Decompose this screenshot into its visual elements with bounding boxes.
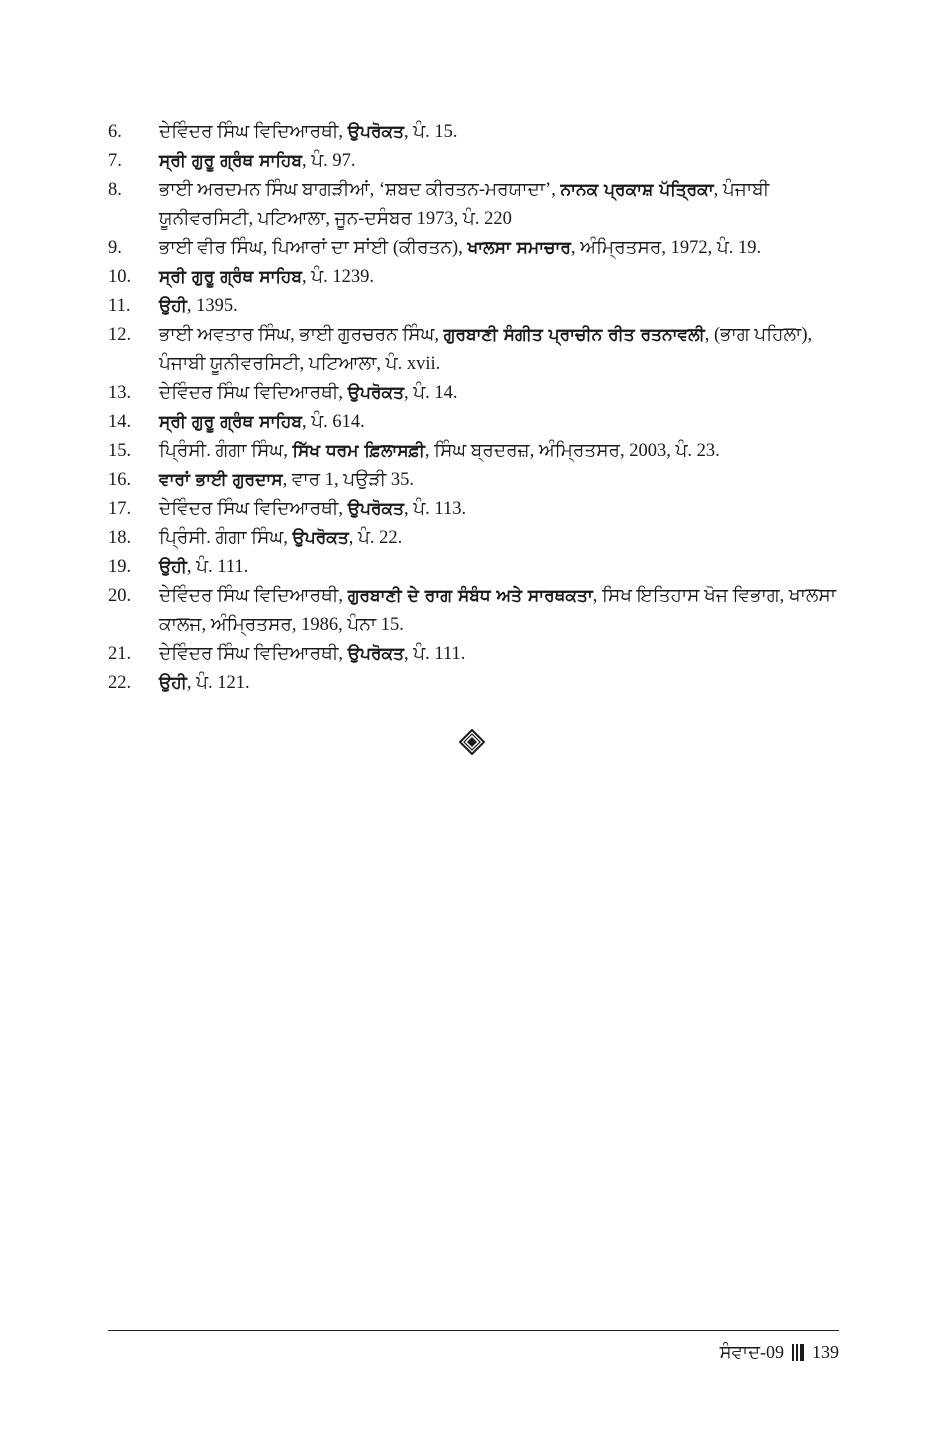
endnote-number: 17. xyxy=(108,499,132,519)
endnote-title: ਗੁਰਬਾਣੀ ਸੰਗੀਤ ਪ੍ਰਾਚੀਨ ਰੀਤ ਰਤਨਾਵਲੀ xyxy=(443,325,705,345)
endnote-item xyxy=(108,379,840,408)
endnote-text-segment: ਪ੍ਰਿੰਸੀ. ਗੰਗਾ ਸਿੰਘ, xyxy=(159,528,293,548)
endnote-item xyxy=(108,292,840,321)
endnote-item xyxy=(108,408,840,437)
endnote-title: ਉਹੀ xyxy=(159,673,187,693)
endnote-text xyxy=(159,321,840,379)
endnote-title: ਉਹੀ xyxy=(159,296,187,316)
endnote-number: 8. xyxy=(108,180,122,200)
endnote-title: ਉਪਰੋਕਤ xyxy=(347,383,404,403)
endnote-text xyxy=(159,640,840,669)
endnote-text-segment: , ਪੰ. 113. xyxy=(403,499,467,519)
endnote-number: 10. xyxy=(108,267,132,287)
endnote-text-segment: ਦੇਵਿੰਦਰ ਸਿੰਘ ਵਿਦਿਆਰਥੀ, xyxy=(159,499,348,519)
endnote-item xyxy=(108,466,840,495)
endnote-number: 15. xyxy=(108,441,132,461)
endnote-text xyxy=(159,147,840,176)
endnote-number: 22. xyxy=(108,673,132,693)
endnote-text-segment: ਦੇਵਿੰਦਰ ਸਿੰਘ ਵਿਦਿਆਰਥੀ, xyxy=(159,383,348,403)
endnote-text-segment: , ਪੰ. 14. xyxy=(403,383,458,403)
endnote-text xyxy=(159,669,840,698)
endnote-text-segment: ਦੇਵਿੰਦਰ ਸਿੰਘ ਵਿਦਿਆਰਥੀ, xyxy=(159,122,348,142)
endnote-text xyxy=(159,524,840,553)
endnote-text-segment: , ਵਾਰ 1, ਪਉੜੀ 35. xyxy=(282,470,414,490)
endnote-number: 12. xyxy=(108,325,132,345)
endnote-number: 6. xyxy=(108,122,122,142)
endnote-text-segment: , ਪੰਜਾਬੀ ਯੂਨੀਵਰਸਿਟੀ, ਪਟਿਆਲਾ, ਜੂਨ-ਦਸੰਬਰ 1973, ਪੰ. 220 xyxy=(159,180,770,229)
endnote-item xyxy=(108,669,840,698)
endnote-text xyxy=(159,466,840,495)
endnote-text-segment: , ਅੰਮ੍ਰਿਤਸਰ, 1972, ਪੰ. 19. xyxy=(570,238,762,258)
endnote-title: ਸਿੱਖ ਧਰਮ ਫ਼ਿਲਾਸਫ਼ੀ xyxy=(292,441,425,461)
endnote-text-segment: , ਪੰ. 121. xyxy=(186,673,250,693)
endnote-number: 11. xyxy=(108,296,131,316)
endnote-item xyxy=(108,263,840,292)
endnote-text-segment: , ਪੰ. 111. xyxy=(403,644,466,664)
endnote-number: 21. xyxy=(108,644,132,664)
footer-rule xyxy=(108,1330,839,1331)
endnote-text xyxy=(159,553,840,582)
endnote-title: ਖਾਲਸਾ ਸਮਾਚਾਰ xyxy=(467,238,571,258)
endnotes-list xyxy=(108,118,840,698)
endnote-text-segment: , 1395. xyxy=(186,296,238,316)
endnote-number: 14. xyxy=(108,412,132,432)
endnote-text-segment: , ਪੰ. 15. xyxy=(403,122,458,142)
endnote-item xyxy=(108,234,840,263)
endnote-item xyxy=(108,118,840,147)
endnote-text-segment: ਦੇਵਿੰਦਰ ਸਿੰਘ ਵਿਦਿਆਰਥੀ, xyxy=(159,644,348,664)
endnote-text-segment: ਭਾਈ ਵੀਰ ਸਿੰਘ, ਪਿਆਰਾਂ ਦਾ ਸਾਂਈ (ਕੀਰਤਨ), xyxy=(159,238,468,258)
endnote-text xyxy=(159,408,840,437)
page-number: 139 xyxy=(812,1342,839,1362)
endnote-text xyxy=(159,176,840,234)
endnote-item xyxy=(108,437,840,466)
endnote-number: 16. xyxy=(108,470,132,490)
journal-name: ਸੰਵਾਦ-09 xyxy=(719,1342,784,1362)
endnote-number: 18. xyxy=(108,528,132,548)
endnote-text xyxy=(159,292,840,321)
page-footer xyxy=(720,1339,839,1365)
endnote-text-segment: , ਪੰ. 22. xyxy=(348,528,403,548)
endnote-item xyxy=(108,524,840,553)
endnote-title: ਗੁਰਬਾਣੀ ਦੇ ਰਾਗ ਸੰਬੰਧ ਅਤੇ ਸਾਰਥਕਤਾ xyxy=(347,586,593,606)
endnote-number: 9. xyxy=(108,238,122,258)
endnote-text xyxy=(159,582,840,640)
endnote-text-segment: , (ਭਾਗ ਪਹਿਲਾ), ਪੰਜਾਬੀ ਯੂਨੀਵਰਸਿਟੀ, ਪਟਿਆਲਾ, ਪੰ. xvii. xyxy=(159,325,813,374)
endnote-text-segment: ਪ੍ਰਿੰਸੀ. ਗੰਗਾ ਸਿੰਘ, xyxy=(159,441,293,461)
endnote-text-segment: , ਸਿਖ ਇਤਿਹਾਸ ਖੋਜ ਵਿਭਾਗ, ਖਾਲਸਾ ਕਾਲਜ, ਅੰਮ੍ਰਿਤਸਰ, 1986, ਪੰਨਾ 15. xyxy=(159,586,837,635)
endnote-title: ਸ੍ਰੀ ਗੁਰੂ ਗ੍ਰੰਥ ਸਾਹਿਬ xyxy=(159,267,302,287)
endnote-text-segment: , ਪੰ. 614. xyxy=(301,412,365,432)
endnote-text-segment: , ਪੰ. 1239. xyxy=(301,267,375,287)
endnote-text xyxy=(159,379,840,408)
endnote-title: ਸ੍ਰੀ ਗੁਰੂ ਗ੍ਰੰਥ ਸਾਹਿਬ xyxy=(159,412,302,432)
endnote-title: ਨਾਨਕ ਪ੍ਰਕਾਸ਼ ਪੱਤ੍ਰਿਕਾ xyxy=(560,180,714,200)
endnote-text xyxy=(159,118,840,147)
endnote-number: 13. xyxy=(108,383,132,403)
endnote-number: 19. xyxy=(108,557,132,577)
endnote-text-segment: , ਪੰ. 97. xyxy=(301,151,356,171)
endnote-text xyxy=(159,495,840,524)
diamond-ornament-icon xyxy=(459,729,485,755)
endnote-text xyxy=(159,437,840,466)
endnote-number: 7. xyxy=(108,151,122,171)
endnote-text-segment: ਭਾਈ ਅਰਦਮਨ ਸਿੰਘ ਬਾਗੜੀਆਂ, ‘ਸ਼ਬਦ ਕੀਰਤਨ-ਮਰਯਾਦਾ’, xyxy=(159,180,561,200)
endnote-title: ਉਪਰੋਕਤ xyxy=(347,122,404,142)
endnote-item xyxy=(108,176,840,234)
endnote-item xyxy=(108,553,840,582)
endnote-number: 20. xyxy=(108,586,132,606)
endnote-title: ਉਪਰੋਕਤ xyxy=(347,499,404,519)
endnote-text-segment: , ਸਿੰਘ ਬ੍ਰਦਰਜ਼, ਅੰਮ੍ਰਿਤਸਰ, 2003, ਪੰ. 23. xyxy=(424,441,720,461)
endnote-title: ਉਪਰੋਕਤ xyxy=(347,644,404,664)
endnote-text-segment: ਦੇਵਿੰਦਰ ਸਿੰਘ ਵਿਦਿਆਰਥੀ, xyxy=(159,586,348,606)
endnote-title: ਵਾਰਾਂ ਭਾਈ ਗੁਰਦਾਸ xyxy=(159,470,283,490)
endnote-item xyxy=(108,147,840,176)
endnote-title: ਉਹੀ xyxy=(159,557,187,577)
endnote-item xyxy=(108,321,840,379)
endnote-title: ਉਪਰੋਕਤ xyxy=(292,528,349,548)
endnote-item xyxy=(108,495,840,524)
footer-bars-icon xyxy=(792,1344,804,1361)
endnote-text-segment: ਭਾਈ ਅਵਤਾਰ ਸਿੰਘ, ਭਾਈ ਗੁਰਚਰਨ ਸਿੰਘ, xyxy=(159,325,444,345)
endnote-item xyxy=(108,582,840,640)
endnote-title: ਸ੍ਰੀ ਗੁਰੂ ਗ੍ਰੰਥ ਸਾਹਿਬ xyxy=(159,151,302,171)
endnote-text-segment: , ਪੰ. 111. xyxy=(186,557,249,577)
endnote-text xyxy=(159,234,840,263)
endnote-text xyxy=(159,263,840,292)
endnote-item xyxy=(108,640,840,669)
